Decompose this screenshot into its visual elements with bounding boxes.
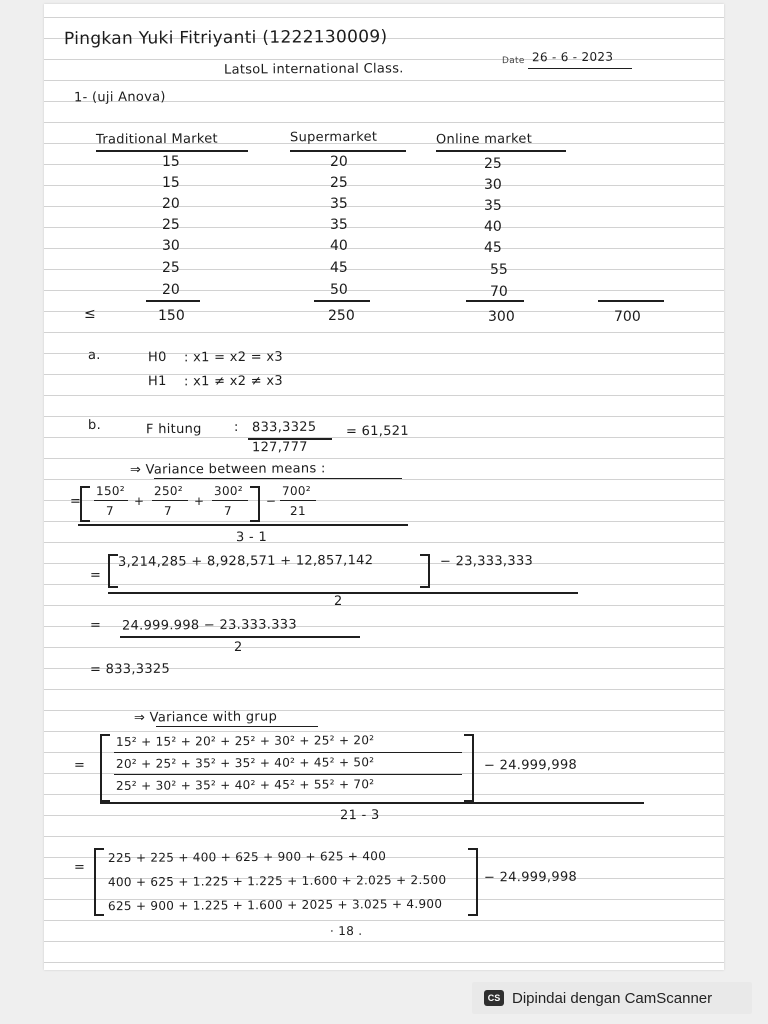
table-cell: 45 <box>484 240 502 256</box>
notebook-page <box>44 4 724 970</box>
frac-bar <box>94 500 128 501</box>
table-cell: 25 <box>162 217 180 233</box>
h0-label: H0 <box>147 349 167 366</box>
table-cell: 30 <box>162 238 180 254</box>
variance-within-title: ⇒ Variance with grup <box>133 709 278 726</box>
page-number: · 18 . <box>329 923 363 939</box>
student-name: Pingkan Yuki Fitriyanti (1222130009) <box>63 26 388 50</box>
fraction-bar <box>120 636 360 638</box>
minus-total: − 23,333,333 <box>439 553 534 570</box>
table-cell: 70 <box>490 284 508 300</box>
header-underline-3 <box>436 150 566 152</box>
camscanner-text: Dipindai dengan CamScanner <box>512 989 713 1007</box>
sum-line-1 <box>146 300 200 302</box>
date-underline <box>528 68 632 69</box>
table-cell: 35 <box>484 198 502 214</box>
variance-within-underline <box>156 726 318 727</box>
equals-sign: = <box>89 617 102 634</box>
frac-bar <box>212 500 248 501</box>
plus-sign: + <box>193 493 205 509</box>
header-online-market: Online market <box>435 131 533 148</box>
right-bracket <box>420 554 430 588</box>
variance-between-title: ⇒ Variance between means : <box>129 461 326 478</box>
values-row-2: 400 + 625 + 1.225 + 1.225 + 1.600 + 2.025 + 2.500 <box>107 872 447 890</box>
between-result: = 833,3325 <box>89 661 171 678</box>
table-cell: 25 <box>484 156 502 172</box>
header-underline-2 <box>290 150 406 152</box>
table-cell: 35 <box>330 217 348 233</box>
squares-row-2: 20² + 25² + 35² + 35² + 40² + 45² + 50² <box>115 755 375 771</box>
row-divider <box>114 752 462 753</box>
sum-line-2 <box>314 300 370 302</box>
date-label: Date <box>501 55 525 67</box>
f-colon: : <box>233 419 239 436</box>
term-4-den: 21 <box>289 503 306 519</box>
table-cell: 20 <box>330 154 348 170</box>
table-cell: 20 <box>162 196 180 212</box>
part-b-label: b. <box>87 417 102 434</box>
denominator-2: 2 <box>333 593 343 610</box>
h0-expression: : x1 = x2 = x3 <box>183 349 283 366</box>
sum-line-4 <box>598 300 664 302</box>
table-cell: 55 <box>490 262 508 278</box>
sum-symbol: ≤ <box>84 306 96 322</box>
left-bracket <box>94 848 104 916</box>
frac-bar <box>152 500 188 501</box>
table-cell: 50 <box>330 282 348 298</box>
left-bracket <box>108 554 118 588</box>
main-fraction-bar-1 <box>78 524 408 526</box>
squares-row-1: 15² + 15² + 20² + 25² + 30² + 25² + 20² <box>115 733 375 749</box>
camscanner-logo-icon: CS <box>484 990 504 1006</box>
main-fraction-bar-2 <box>108 592 578 594</box>
variance-between-underline <box>154 478 402 479</box>
table-cell: 15 <box>162 175 180 191</box>
minus-total: − 24.999,998 <box>483 757 578 774</box>
left-bracket <box>100 734 110 802</box>
term-4-num: 700² <box>281 483 311 499</box>
h1-expression: : x1 ≠ x2 ≠ x3 <box>183 373 283 390</box>
section-1-label: 1- (uji Anova) <box>73 89 166 106</box>
left-bracket <box>80 486 90 522</box>
f-numerator: 833,3325 <box>251 419 317 436</box>
term-3-num: 300² <box>213 483 243 499</box>
denominator-3-1: 3 - 1 <box>235 529 268 546</box>
term-1-den: 7 <box>105 503 114 519</box>
table-cell: 25 <box>162 260 180 276</box>
frac-bar <box>280 500 316 501</box>
squares-row-3: 25² + 30² + 35² + 40² + 45² + 55² + 70² <box>115 777 375 793</box>
table-cell: 45 <box>330 260 348 276</box>
right-bracket <box>250 486 260 522</box>
main-fraction-bar-3 <box>100 802 644 804</box>
part-a-label: a. <box>87 347 101 364</box>
sum-line-3 <box>466 300 524 302</box>
values-row-1: 225 + 225 + 400 + 625 + 900 + 625 + 400 <box>107 849 387 865</box>
equals-sign: = <box>73 757 86 774</box>
term-2-num: 250² <box>153 483 183 499</box>
minus-total: − 24.999,998 <box>483 869 578 886</box>
values-row-3: 625 + 900 + 1.225 + 1.600 + 2025 + 3.025 + 4.900 <box>107 896 443 914</box>
f-denominator: 127,777 <box>251 439 308 456</box>
equals-sign: = <box>89 567 102 584</box>
minus-sign: − <box>265 493 277 509</box>
sum-supermarket: 250 <box>328 308 355 324</box>
table-cell: 40 <box>330 238 348 254</box>
table-cell: 15 <box>162 154 180 170</box>
sum-online: 300 <box>488 309 515 325</box>
term-1-num: 150² <box>95 483 125 499</box>
sum-grand-total: 700 <box>614 309 641 325</box>
h1-label: H1 <box>147 373 167 390</box>
table-cell: 30 <box>484 177 502 193</box>
plus-sign: + <box>133 493 145 509</box>
page-subtitle: LatsoL international Class. <box>223 61 404 78</box>
f-result: = 61,521 <box>345 423 409 440</box>
equals-sign: = <box>69 493 82 510</box>
table-cell: 40 <box>484 219 502 235</box>
table-cell: 20 <box>162 282 180 298</box>
table-cell: 25 <box>330 175 348 191</box>
camscanner-watermark <box>472 982 752 1014</box>
header-supermarket: Supermarket <box>289 129 378 146</box>
equals-sign: = <box>73 859 86 876</box>
table-cell: 35 <box>330 196 348 212</box>
right-bracket <box>468 848 478 916</box>
date-value: 26 - 6 - 2023 <box>531 49 614 65</box>
difference-numerator: 24.999.998 − 23.333.333 <box>121 617 297 634</box>
difference-denominator: 2 <box>233 639 243 656</box>
term-3-den: 7 <box>223 503 232 519</box>
term-2-den: 7 <box>163 503 172 519</box>
expanded-terms: 3,214,285 + 8,928,571 + 12,857,142 <box>117 553 374 570</box>
right-bracket <box>464 734 474 802</box>
header-underline-1 <box>96 150 248 152</box>
sum-traditional: 150 <box>158 308 185 324</box>
row-divider <box>114 774 462 775</box>
f-hitung-label: F hitung <box>145 421 202 438</box>
denominator-21-3: 21 - 3 <box>339 807 380 824</box>
header-traditional-market: Traditional Market <box>95 131 218 148</box>
